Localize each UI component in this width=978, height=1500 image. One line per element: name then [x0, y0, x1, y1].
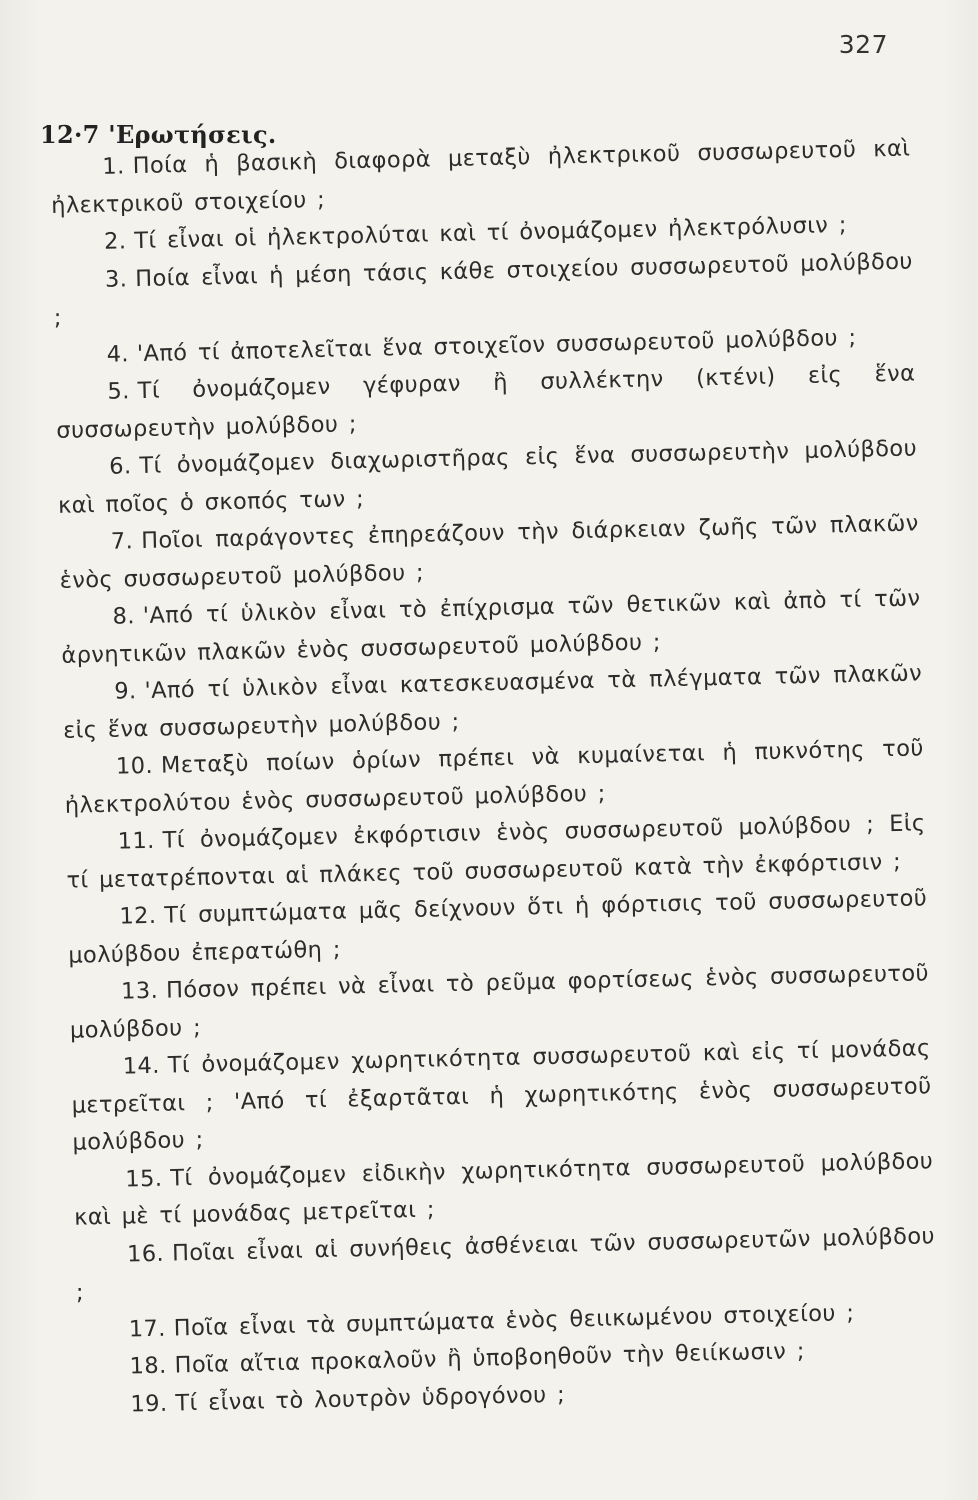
question-number: 1.	[102, 153, 125, 180]
question-number: 11.	[117, 827, 155, 855]
question-number: 9.	[114, 678, 137, 705]
question-number: 14.	[122, 1052, 161, 1080]
question-number: 10.	[115, 752, 154, 780]
section-heading: 12·7 'Ερωτήσεις.	[40, 120, 277, 149]
question-text: Ποία εἶναι ἡ μέση τάσις κάθε στοιχείου συσσωρευτοῦ μολύβδου ;	[53, 247, 914, 331]
question-number: 7.	[110, 528, 134, 555]
question-number: 18.	[129, 1352, 167, 1380]
question-text: 'Από τί ἀποτελεῖται ἕνα στοιχεῖον συσσωρευτοῦ μολύβδου ;	[136, 324, 857, 367]
question-text: Πόσον πρέπει νὰ εἶναι τὸ ρεῦμα φορτίσεως ἑνὸς συσσωρευτοῦ μολύβδου ;	[69, 960, 930, 1044]
question-number: 3.	[104, 265, 128, 293]
question-number: 15.	[125, 1165, 163, 1193]
question-number: 4.	[106, 340, 130, 368]
question-text: Ποῖαι εἶναι αἱ συνήθεις ἀσθένειαι τῶν συσσωρευτῶν μολύβδου ;	[75, 1222, 936, 1306]
question-text: Τί εἶναι τὸ λουτρὸν ὑδρογόνου ;	[175, 1381, 566, 1416]
question-text: Ποία ἡ βασικὴ διαφορὰ μεταξὺ ἠλεκτρικοῦ συσσωρευτοῦ καὶ ἠλεκτρικοῦ στοιχείου ;	[50, 135, 911, 219]
question-text: Τί ὀνομάζομεν ἐκφόρτισιν ἑνὸς συσσωρευτοῦ μολύβδου ; Εἰς τί μετατρέπονται αἱ πλάκες τοῦ συσσωρευτοῦ κατὰ τὴν ἐκφόρτισιν ;	[66, 810, 926, 894]
questions-list	[50, 130, 939, 1424]
question-number: 16.	[126, 1240, 165, 1268]
question-number: 13.	[120, 977, 159, 1005]
question-number: 19.	[130, 1390, 168, 1417]
question-text: Ποῖα εἶναι τὰ συμπτώματα ἑνὸς θειικωμένου στοιχείου ;	[173, 1299, 855, 1341]
question-item	[70, 1030, 932, 1162]
question-text: Τί ὀνομάζομεν διαχωριστῆρας εἰς ἕνα συσσωρευτὴν μολύβδου καὶ ποῖος ὁ σκοπός των ;	[57, 435, 918, 519]
question-number: 8.	[112, 603, 136, 630]
question-text: Τί συμπτώματα μᾶς δείχνουν ὅτι ἡ φόρτισις τοῦ συσσωρευτοῦ μολύβδου ἐπερατώθη ;	[67, 885, 928, 969]
question-text: Τί ὀνομάζομεν χωρητικότητα συσσωρευτοῦ καὶ εἰς τί μονάδας μετρεῖται ; 'Από τί ἐξαρτᾶται ἡ χωρητικότης ἑνὸς συσσωρευτοῦ μολύβδου ;	[71, 1035, 932, 1156]
question-text: 'Από τί ὑλικὸν εἶναι τὸ ἐπίχρισμα τῶν θετικῶν καὶ ἀπὸ τί τῶν ἀρνητικῶν πλακῶν ἑνὸς συσσωρευτοῦ μολύβδου ;	[61, 585, 921, 669]
question-number: 6.	[108, 453, 132, 480]
question-text: Τί εἶναι οἱ ἠλεκτρολύται καὶ τί ὀνομάζομεν ἠλεκτρόλυσιν ;	[134, 211, 848, 255]
page-number: 327	[838, 30, 888, 59]
question-text: Ποῖοι παράγοντες ἐπηρεάζουν τὴν διάρκειαν ζωῆς τῶν πλακῶν ἑνὸς συσσωρευτοῦ μολύβδου ;	[59, 510, 919, 594]
question-number: 12.	[119, 902, 157, 930]
question-text: Μεταξὺ ποίων ὁρίων πρέπει νὰ κυμαίνεται ἡ πυκνότης τοῦ ἠλεκτρολύτου ἑνὸς συσσωρευτοῦ μολύβδου ;	[64, 735, 925, 819]
question-text: Τί ὀνομάζομεν εἰδικὴν χωρητικότητα συσσωρευτοῦ μολύβδου καὶ μὲ τί μονάδας μετρεῖται ;	[73, 1147, 934, 1231]
question-number: 2.	[103, 228, 127, 255]
question-text: Ποῖα αἴτια προκαλοῦν ἢ ὑποβοηθοῦν τὴν θειίκωσιν ;	[174, 1338, 806, 1379]
question-text: Τί ὀνομάζομεν γέφυραν ἢ συλλέκτην (κτένι) εἰς ἕνα συσσωρευτὴν μολύβδου ;	[56, 360, 916, 444]
question-number: 17.	[128, 1315, 167, 1343]
question-text: 'Από τί ὑλικὸν εἶναι κατεσκευασμένα τὰ πλέγματα τῶν πλακῶν εἰς ἕνα συσσωρευτὴν μολύβδου ;	[62, 660, 923, 744]
question-number: 5.	[107, 378, 131, 405]
